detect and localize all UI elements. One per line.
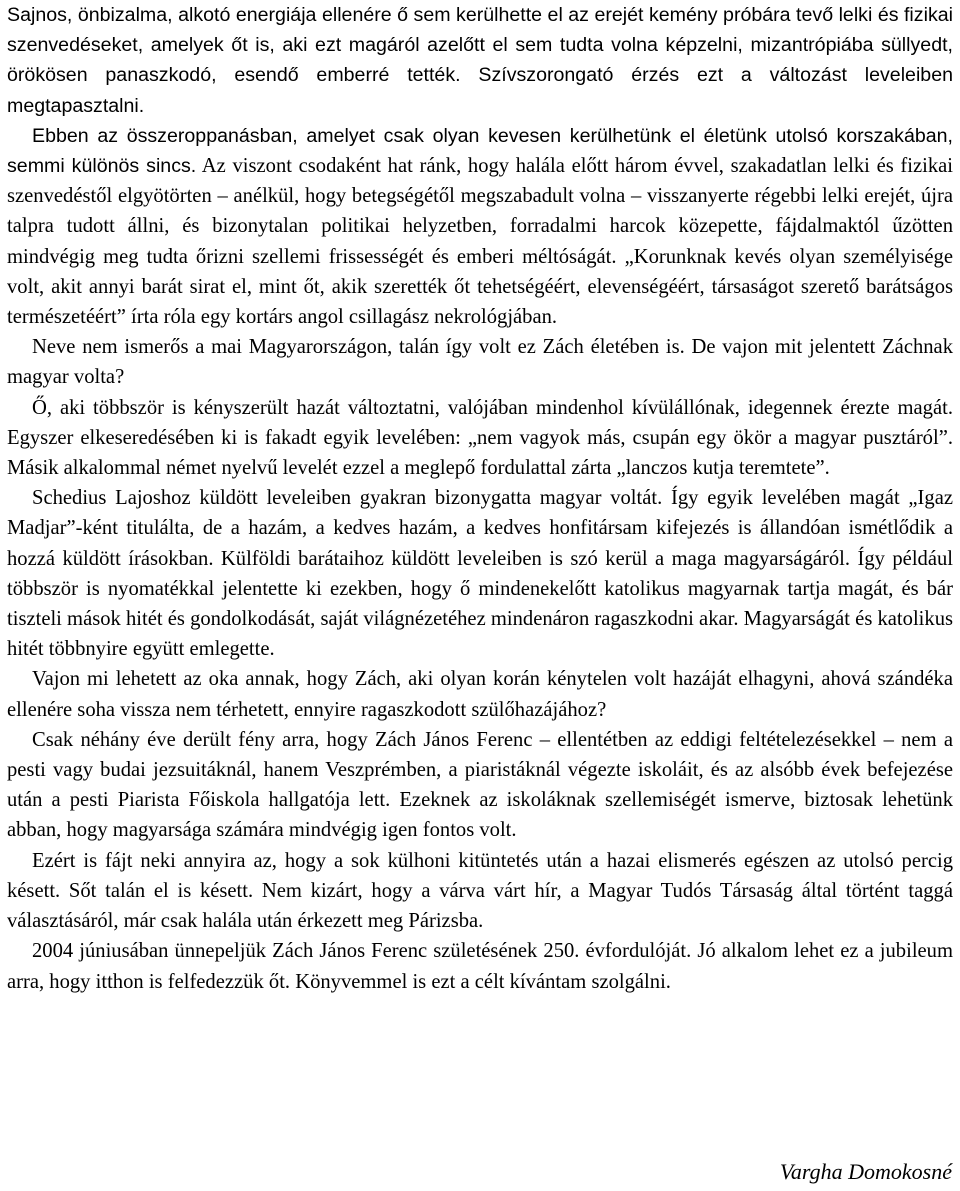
- paragraph-1-text: Sajnos, önbizalma, alkotó energiája ellenére ő sem kerülhette el az erejét kemény próbára tevő lelki és fizikai szenvedéseket, amelyek őt is, aki ezt magáról azelőtt el sem tudta volna képzelni, mizantrópiába süllyedt, örökösen panaszkodó, esendő emberré tették. Szívszorongató érzés ezt a változást leveleiben megtapasztalni.: [7, 4, 953, 117]
- paragraph-8: [7, 846, 953, 937]
- paragraph-2: [7, 121, 953, 332]
- paragraph-2-text-a: Ebben az összeroppanásban, amelyet csak olyan kevesen kerülhetünk el életünk utolsó korszakában, semmi különös sincs.: [7, 124, 953, 178]
- paragraph-9: [7, 936, 953, 996]
- paragraph-3: [7, 332, 953, 392]
- paragraph-1: [7, 0, 953, 121]
- paragraph-7: [7, 725, 953, 846]
- paragraph-9-text: 2004 júniusában ünnepeljük Zách János Ferenc születésének 250. évfordulóját. Jó alkalom lehet ez a jubileum arra, hogy itthon is felfedezzük őt. Könyvemmel is ezt a célt kívántam szolgálni.: [7, 940, 953, 993]
- author-signature: Vargha Domokosné: [779, 1159, 952, 1184]
- paragraph-4: [7, 393, 953, 484]
- paragraph-4-text: Ő, aki többször is kényszerült hazát változtatni, valójában mindenhol kívülállónak, idegennek érezte magát. Egyszer elkeseredésében ki is fakadt egyik levelében: „nem vagyok más, csupán egy ökör a magyar pusztáról”. Másik alkalommal német nyelvű levelét ezzel a meglepő fordulattal zárta „lanczos kutja teremtete”.: [7, 396, 953, 480]
- paragraph-5: [7, 483, 953, 664]
- paragraph-6: [7, 664, 953, 724]
- paragraph-7-text: Csak néhány éve derült fény arra, hogy Zách János Ferenc – ellentétben az eddigi feltételezésekkel – nem a pesti vagy budai jezsuitáknál, hanem Veszprémben, a piaristáknál végezte iskoláit, és az alsóbb évek befejezése után a pesti Piarista Főiskola hallgatója lett. Ezeknek az iskoláknak szellemiségét ismerve, biztosak lehetünk abban, hogy magyarsága számára mindvégig igen fontos volt.: [7, 728, 953, 842]
- paragraph-2-text-b: Az viszont csodaként hat ránk, hogy halála előtt három évvel, szakadatlan lelki és fizikai szenvedéstől elgyötörten – anélkül, hogy betegségétől megszabadult volna – visszanyerte régebbi lelki erejét, újra talpra tudott állni, és bizonytalan politikai helyzetben, forradalmi harcok közepette, fájdalmaktól űzötten mindvégig meg tudta őrizni szellemi frissességét és emberi méltóságát. „Korunknak kevés olyan személyisége volt, akit annyi barát sirat el, mint őt, akik szerették őt tehetségéért, elevenségéért, társaságot szerető barátságos természetéért” írta róla egy kortárs angol csillagász nekrológjában.: [7, 155, 953, 329]
- document-body: [7, 0, 953, 997]
- paragraph-5-text: Schedius Lajoshoz küldött leveleiben gyakran bizonygatta magyar voltát. Így egyik levelében magát „Igaz Madjar”-ként titulálta, de a hazám, a kedves hazám, a kedves honfitársam kifejezés is állandóan ismétlődik a hozzá küldött írásokban. Külföldi barátaihoz küldött leveleiben is szó kerül a maga magyarságáról. Így például többször is nyomatékkal jelentette ki ezekben, hogy ő mindenekelőtt katolikus magyarnak tartja magát, és bár tiszteli mások hitét és gondolkodását, saját világnézetéhez mindenáron ragaszkodni akar. Magyarságát és katolikus hitét többnyire együtt emlegette.: [7, 487, 953, 661]
- paragraph-6-text: Vajon mi lehetett az oka annak, hogy Zách, aki olyan korán kénytelen volt hazáját elhagyni, ahová szándéka ellenére soha vissza nem térhetett, ennyire ragaszkodott szülőhazájához?: [7, 668, 953, 721]
- paragraph-3-text: Neve nem ismerős a mai Magyarországon, talán így volt ez Zách életében is. De vajon mit jelentett Záchnak magyar volta?: [7, 336, 953, 389]
- paragraph-8-text: Ezért is fájt neki annyira az, hogy a sok külhoni kitüntetés után a hazai elismerés egészen az utolsó percig késett. Sőt talán el is késett. Nem kizárt, hogy a várva várt hír, a Magyar Tudós Társaság által történt taggá választásáról, már csak halála után érkezett meg Párizsba.: [7, 849, 953, 933]
